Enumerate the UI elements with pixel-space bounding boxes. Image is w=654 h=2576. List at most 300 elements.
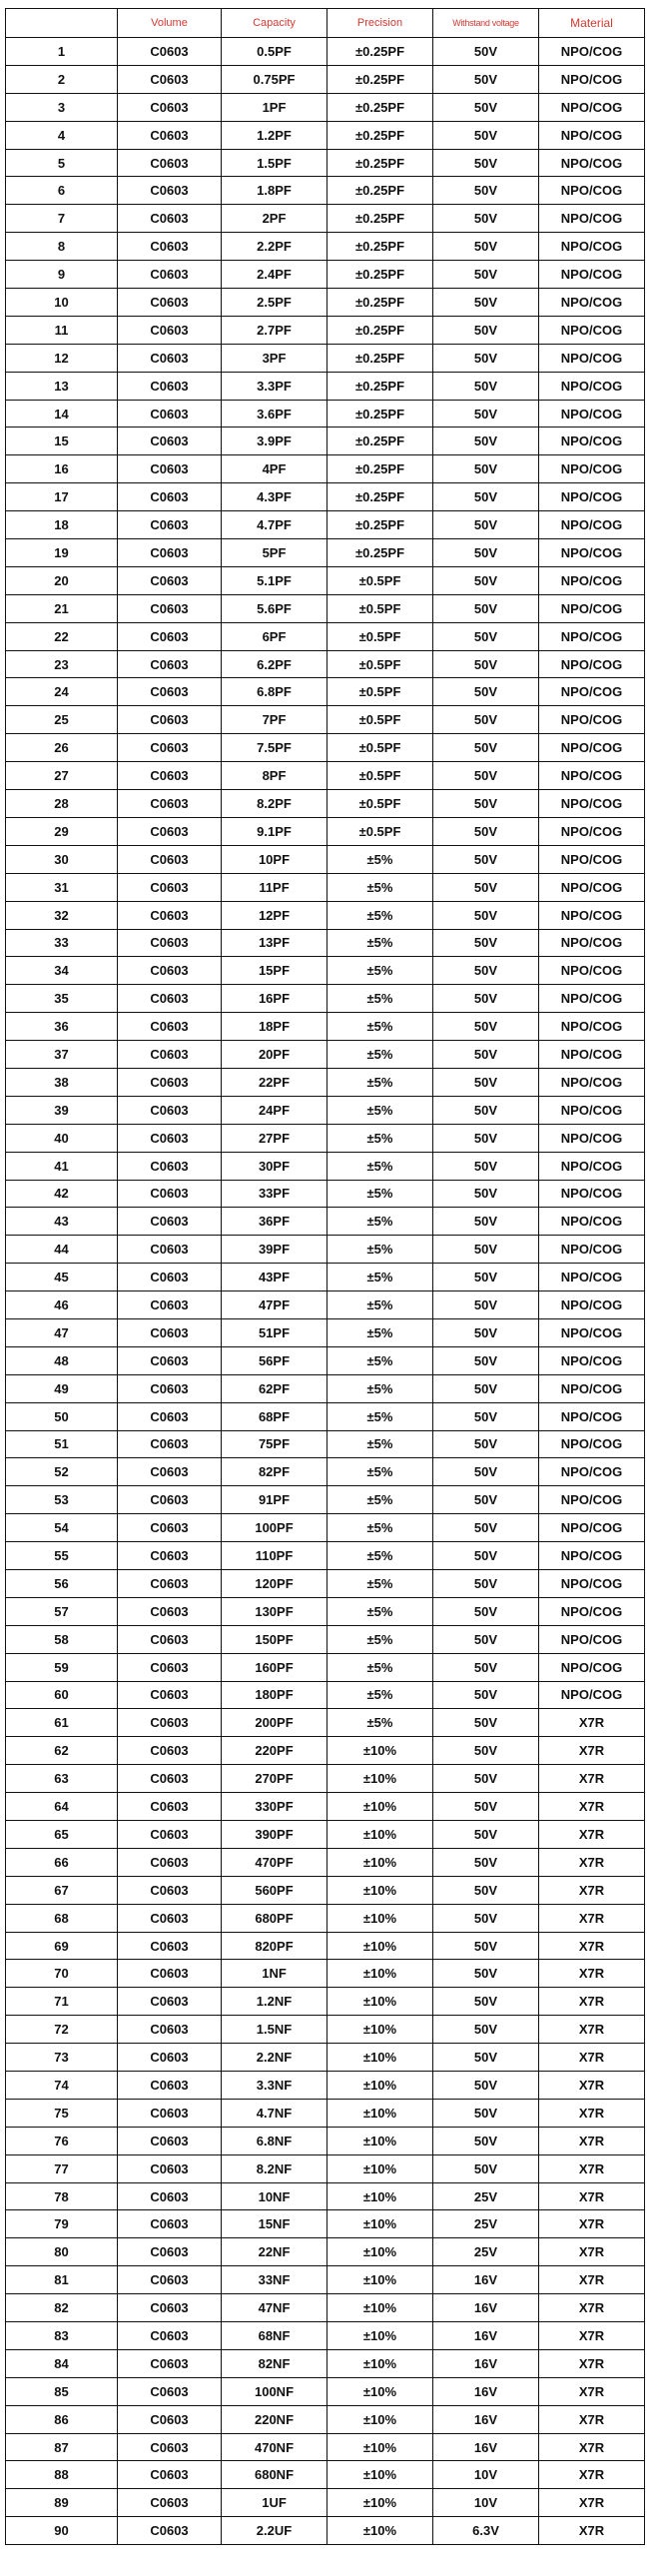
- cell-material: X7R: [539, 1960, 645, 1988]
- table-row: [6, 2182, 645, 2210]
- cell-volume: C0603: [118, 2154, 222, 2182]
- cell-material: NPO/COG: [539, 1569, 645, 1597]
- cell-precision: ±5%: [327, 1096, 433, 1124]
- table-row: [6, 2377, 645, 2405]
- cell-precision: ±10%: [327, 1793, 433, 1821]
- cell-capacity: 8.2PF: [222, 790, 327, 818]
- cell-volume: C0603: [118, 177, 222, 205]
- cell-precision: ±5%: [327, 1374, 433, 1402]
- cell-capacity: 43PF: [222, 1264, 327, 1291]
- cell-material: NPO/COG: [539, 372, 645, 400]
- cell-volume: C0603: [118, 539, 222, 567]
- cell-volume: C0603: [118, 316, 222, 344]
- cell-precision: ±0.25PF: [327, 38, 433, 66]
- cell-material: NPO/COG: [539, 622, 645, 650]
- cell-material: NPO/COG: [539, 289, 645, 317]
- cell-material: NPO/COG: [539, 985, 645, 1013]
- cell-voltage: 50V: [433, 929, 539, 957]
- cell-precision: ±10%: [327, 2016, 433, 2044]
- header-material: Material: [539, 9, 645, 38]
- cell-capacity: 3.9PF: [222, 428, 327, 455]
- cell-precision: ±10%: [327, 2433, 433, 2461]
- cell-volume: C0603: [118, 1486, 222, 1514]
- cell-capacity: 6.8PF: [222, 678, 327, 706]
- cell-volume: C0603: [118, 483, 222, 511]
- table-row: [6, 2489, 645, 2517]
- cell-capacity: 3.6PF: [222, 400, 327, 428]
- cell-capacity: 22PF: [222, 1068, 327, 1096]
- table-row: [6, 706, 645, 734]
- cell-voltage: 50V: [433, 1542, 539, 1570]
- cell-volume: C0603: [118, 344, 222, 372]
- cell-volume: C0603: [118, 1542, 222, 1570]
- cell-index: 5: [6, 149, 118, 177]
- cell-precision: ±0.25PF: [327, 539, 433, 567]
- table-row: [6, 1346, 645, 1374]
- table-row: [6, 511, 645, 539]
- cell-precision: ±0.5PF: [327, 817, 433, 845]
- header-row: [6, 9, 645, 38]
- cell-capacity: 2.2UF: [222, 2517, 327, 2545]
- cell-index: 31: [6, 873, 118, 901]
- cell-precision: ±10%: [327, 2266, 433, 2294]
- cell-index: 43: [6, 1208, 118, 1236]
- cell-material: X7R: [539, 1765, 645, 1793]
- cell-material: NPO/COG: [539, 1068, 645, 1096]
- cell-volume: C0603: [118, 2405, 222, 2433]
- cell-index: 30: [6, 845, 118, 873]
- cell-material: X7R: [539, 1793, 645, 1821]
- cell-material: NPO/COG: [539, 957, 645, 985]
- cell-capacity: 2.2NF: [222, 2044, 327, 2072]
- cell-precision: ±10%: [327, 1960, 433, 1988]
- cell-volume: C0603: [118, 2044, 222, 2072]
- cell-voltage: 16V: [433, 2349, 539, 2377]
- table-row: [6, 1793, 645, 1821]
- cell-voltage: 50V: [433, 901, 539, 929]
- cell-capacity: 1UF: [222, 2489, 327, 2517]
- cell-material: X7R: [539, 1709, 645, 1737]
- cell-volume: C0603: [118, 1765, 222, 1793]
- cell-volume: C0603: [118, 2294, 222, 2322]
- cell-volume: C0603: [118, 1821, 222, 1849]
- cell-material: NPO/COG: [539, 873, 645, 901]
- cell-capacity: 0.75PF: [222, 65, 327, 93]
- cell-volume: C0603: [118, 1346, 222, 1374]
- cell-index: 89: [6, 2489, 118, 2517]
- cell-voltage: 50V: [433, 177, 539, 205]
- cell-index: 61: [6, 1709, 118, 1737]
- table-row: [6, 1152, 645, 1180]
- cell-precision: ±5%: [327, 845, 433, 873]
- cell-precision: ±0.5PF: [327, 566, 433, 594]
- cell-index: 26: [6, 734, 118, 762]
- cell-index: 74: [6, 2072, 118, 2100]
- cell-voltage: 50V: [433, 1681, 539, 1709]
- cell-material: X7R: [539, 2182, 645, 2210]
- cell-index: 39: [6, 1096, 118, 1124]
- cell-voltage: 50V: [433, 706, 539, 734]
- table-row: [6, 428, 645, 455]
- cell-volume: C0603: [118, 2016, 222, 2044]
- cell-voltage: 25V: [433, 2210, 539, 2238]
- cell-volume: C0603: [118, 1904, 222, 1932]
- cell-index: 68: [6, 1904, 118, 1932]
- cell-voltage: 50V: [433, 149, 539, 177]
- cell-volume: C0603: [118, 233, 222, 261]
- cell-material: NPO/COG: [539, 149, 645, 177]
- table-row: [6, 2433, 645, 2461]
- cell-index: 20: [6, 566, 118, 594]
- cell-index: 11: [6, 316, 118, 344]
- header-index: [6, 9, 118, 38]
- cell-volume: C0603: [118, 1737, 222, 1765]
- cell-volume: C0603: [118, 650, 222, 678]
- cell-index: 48: [6, 1346, 118, 1374]
- table-row: [6, 1960, 645, 1988]
- cell-index: 70: [6, 1960, 118, 1988]
- cell-capacity: 68NF: [222, 2322, 327, 2350]
- cell-precision: ±5%: [327, 1152, 433, 1180]
- cell-material: NPO/COG: [539, 428, 645, 455]
- cell-capacity: 75PF: [222, 1430, 327, 1458]
- cell-capacity: 16PF: [222, 985, 327, 1013]
- cell-voltage: 50V: [433, 1653, 539, 1681]
- table-row: [6, 790, 645, 818]
- cell-capacity: 100PF: [222, 1514, 327, 1542]
- cell-index: 7: [6, 205, 118, 233]
- cell-precision: ±5%: [327, 1569, 433, 1597]
- cell-precision: ±5%: [327, 1208, 433, 1236]
- cell-material: X7R: [539, 2377, 645, 2405]
- cell-index: 3: [6, 93, 118, 121]
- cell-precision: ±0.25PF: [327, 121, 433, 149]
- cell-volume: C0603: [118, 678, 222, 706]
- cell-volume: C0603: [118, 873, 222, 901]
- table-row: [6, 233, 645, 261]
- cell-voltage: 50V: [433, 205, 539, 233]
- cell-voltage: 50V: [433, 650, 539, 678]
- cell-capacity: 82PF: [222, 1458, 327, 1486]
- cell-voltage: 50V: [433, 1932, 539, 1960]
- table-row: [6, 1625, 645, 1653]
- cell-material: NPO/COG: [539, 1625, 645, 1653]
- header-volume: Volume: [118, 9, 222, 38]
- cell-material: NPO/COG: [539, 511, 645, 539]
- table-row: [6, 38, 645, 66]
- cell-precision: ±5%: [327, 1542, 433, 1570]
- table-row: [6, 957, 645, 985]
- table-body: [6, 38, 645, 2545]
- cell-index: 15: [6, 428, 118, 455]
- cell-material: NPO/COG: [539, 261, 645, 289]
- cell-index: 85: [6, 2377, 118, 2405]
- cell-volume: C0603: [118, 2377, 222, 2405]
- cell-index: 53: [6, 1486, 118, 1514]
- cell-precision: ±5%: [327, 1486, 433, 1514]
- cell-voltage: 50V: [433, 1821, 539, 1849]
- cell-voltage: 50V: [433, 1514, 539, 1542]
- cell-index: 82: [6, 2294, 118, 2322]
- cell-voltage: 50V: [433, 957, 539, 985]
- cell-index: 90: [6, 2517, 118, 2545]
- cell-material: NPO/COG: [539, 1486, 645, 1514]
- cell-volume: C0603: [118, 1876, 222, 1904]
- cell-index: 73: [6, 2044, 118, 2072]
- cell-precision: ±5%: [327, 1597, 433, 1625]
- table-row: [6, 594, 645, 622]
- cell-volume: C0603: [118, 511, 222, 539]
- cell-precision: ±0.25PF: [327, 177, 433, 205]
- cell-precision: ±0.5PF: [327, 790, 433, 818]
- cell-index: 12: [6, 344, 118, 372]
- table-row: [6, 455, 645, 483]
- cell-voltage: 50V: [433, 1988, 539, 2016]
- table-row: [6, 929, 645, 957]
- cell-volume: C0603: [118, 1458, 222, 1486]
- cell-voltage: 50V: [433, 316, 539, 344]
- cell-volume: C0603: [118, 1180, 222, 1208]
- cell-material: X7R: [539, 2433, 645, 2461]
- cell-voltage: 50V: [433, 2072, 539, 2100]
- cell-voltage: 50V: [433, 1960, 539, 1988]
- cell-capacity: 100NF: [222, 2377, 327, 2405]
- capacitor-table: [5, 8, 645, 2545]
- cell-volume: C0603: [118, 762, 222, 790]
- cell-volume: C0603: [118, 38, 222, 66]
- table-row: [6, 566, 645, 594]
- cell-material: X7R: [539, 2461, 645, 2489]
- cell-capacity: 10PF: [222, 845, 327, 873]
- cell-capacity: 4PF: [222, 455, 327, 483]
- cell-precision: ±10%: [327, 1904, 433, 1932]
- cell-capacity: 0.5PF: [222, 38, 327, 66]
- cell-capacity: 47NF: [222, 2294, 327, 2322]
- cell-volume: C0603: [118, 622, 222, 650]
- cell-voltage: 50V: [433, 1904, 539, 1932]
- cell-capacity: 15NF: [222, 2210, 327, 2238]
- cell-index: 8: [6, 233, 118, 261]
- table-row: [6, 1765, 645, 1793]
- table-row: [6, 1430, 645, 1458]
- cell-capacity: 330PF: [222, 1793, 327, 1821]
- cell-capacity: 68PF: [222, 1402, 327, 1430]
- cell-volume: C0603: [118, 1318, 222, 1346]
- table-row: [6, 1013, 645, 1041]
- cell-index: 63: [6, 1765, 118, 1793]
- cell-voltage: 50V: [433, 2127, 539, 2154]
- cell-precision: ±0.25PF: [327, 93, 433, 121]
- table-row: [6, 121, 645, 149]
- table-row: [6, 93, 645, 121]
- table-row: [6, 2517, 645, 2545]
- cell-index: 21: [6, 594, 118, 622]
- cell-index: 22: [6, 622, 118, 650]
- cell-volume: C0603: [118, 289, 222, 317]
- cell-voltage: 50V: [433, 1793, 539, 1821]
- cell-volume: C0603: [118, 1960, 222, 1988]
- cell-index: 42: [6, 1180, 118, 1208]
- cell-voltage: 50V: [433, 1402, 539, 1430]
- cell-capacity: 8.2NF: [222, 2154, 327, 2182]
- cell-index: 62: [6, 1737, 118, 1765]
- table-row: [6, 316, 645, 344]
- cell-precision: ±5%: [327, 901, 433, 929]
- cell-index: 27: [6, 762, 118, 790]
- table-row: [6, 817, 645, 845]
- cell-volume: C0603: [118, 2433, 222, 2461]
- cell-material: NPO/COG: [539, 1236, 645, 1264]
- cell-precision: ±0.25PF: [327, 455, 433, 483]
- cell-capacity: 130PF: [222, 1597, 327, 1625]
- cell-voltage: 50V: [433, 1486, 539, 1514]
- cell-volume: C0603: [118, 706, 222, 734]
- cell-precision: ±0.25PF: [327, 65, 433, 93]
- cell-voltage: 50V: [433, 1709, 539, 1737]
- cell-voltage: 50V: [433, 762, 539, 790]
- cell-precision: ±5%: [327, 1124, 433, 1152]
- table-row: [6, 678, 645, 706]
- cell-volume: C0603: [118, 2099, 222, 2127]
- cell-voltage: 50V: [433, 261, 539, 289]
- table-row: [6, 1569, 645, 1597]
- cell-index: 76: [6, 2127, 118, 2154]
- cell-volume: C0603: [118, 2349, 222, 2377]
- table-row: [6, 483, 645, 511]
- cell-capacity: 220PF: [222, 1737, 327, 1765]
- cell-voltage: 50V: [433, 1876, 539, 1904]
- cell-capacity: 680PF: [222, 1904, 327, 1932]
- table-row: [6, 762, 645, 790]
- cell-material: X7R: [539, 2099, 645, 2127]
- cell-voltage: 50V: [433, 1236, 539, 1264]
- cell-voltage: 50V: [433, 483, 539, 511]
- cell-material: X7R: [539, 2016, 645, 2044]
- cell-capacity: 4.7PF: [222, 511, 327, 539]
- table-row: [6, 65, 645, 93]
- table-row: [6, 539, 645, 567]
- cell-volume: C0603: [118, 1096, 222, 1124]
- table-row: [6, 177, 645, 205]
- cell-capacity: 110PF: [222, 1542, 327, 1570]
- cell-volume: C0603: [118, 205, 222, 233]
- cell-index: 6: [6, 177, 118, 205]
- table-row: [6, 1264, 645, 1291]
- cell-material: NPO/COG: [539, 594, 645, 622]
- cell-material: NPO/COG: [539, 121, 645, 149]
- cell-precision: ±10%: [327, 2210, 433, 2238]
- cell-capacity: 33NF: [222, 2266, 327, 2294]
- cell-material: NPO/COG: [539, 1430, 645, 1458]
- cell-index: 45: [6, 1264, 118, 1291]
- cell-volume: C0603: [118, 1709, 222, 1737]
- cell-volume: C0603: [118, 929, 222, 957]
- cell-material: NPO/COG: [539, 1208, 645, 1236]
- cell-precision: ±10%: [327, 1932, 433, 1960]
- cell-capacity: 47PF: [222, 1291, 327, 1319]
- cell-material: X7R: [539, 2349, 645, 2377]
- cell-precision: ±5%: [327, 1681, 433, 1709]
- cell-precision: ±10%: [327, 1988, 433, 2016]
- cell-index: 35: [6, 985, 118, 1013]
- cell-volume: C0603: [118, 1068, 222, 1096]
- table-row: [6, 372, 645, 400]
- cell-capacity: 2.4PF: [222, 261, 327, 289]
- table-row: [6, 985, 645, 1013]
- cell-index: 25: [6, 706, 118, 734]
- cell-material: NPO/COG: [539, 316, 645, 344]
- cell-precision: ±5%: [327, 1653, 433, 1681]
- cell-index: 58: [6, 1625, 118, 1653]
- header-precision: Precision: [327, 9, 433, 38]
- cell-capacity: 1.2PF: [222, 121, 327, 149]
- cell-material: NPO/COG: [539, 344, 645, 372]
- table-row: [6, 1737, 645, 1765]
- cell-precision: ±5%: [327, 957, 433, 985]
- cell-index: 34: [6, 957, 118, 985]
- cell-capacity: 3.3PF: [222, 372, 327, 400]
- header-withstand-voltage: Withstand voltage: [433, 9, 539, 38]
- cell-volume: C0603: [118, 2266, 222, 2294]
- cell-capacity: 20PF: [222, 1041, 327, 1069]
- cell-precision: ±5%: [327, 1180, 433, 1208]
- cell-voltage: 16V: [433, 2377, 539, 2405]
- cell-voltage: 50V: [433, 1597, 539, 1625]
- cell-volume: C0603: [118, 2072, 222, 2100]
- cell-volume: C0603: [118, 1124, 222, 1152]
- cell-volume: C0603: [118, 790, 222, 818]
- cell-volume: C0603: [118, 1264, 222, 1291]
- cell-index: 66: [6, 1848, 118, 1876]
- cell-precision: ±10%: [327, 2154, 433, 2182]
- cell-precision: ±5%: [327, 985, 433, 1013]
- cell-material: NPO/COG: [539, 1681, 645, 1709]
- table-row: [6, 2016, 645, 2044]
- cell-volume: C0603: [118, 1374, 222, 1402]
- cell-material: NPO/COG: [539, 1374, 645, 1402]
- table-row: [6, 1848, 645, 1876]
- cell-precision: ±10%: [327, 2517, 433, 2545]
- table-row: [6, 1068, 645, 1096]
- cell-precision: ±0.5PF: [327, 706, 433, 734]
- table-row: [6, 873, 645, 901]
- cell-precision: ±10%: [327, 2072, 433, 2100]
- cell-precision: ±10%: [327, 2377, 433, 2405]
- cell-voltage: 50V: [433, 678, 539, 706]
- cell-index: 49: [6, 1374, 118, 1402]
- cell-capacity: 5.1PF: [222, 566, 327, 594]
- cell-index: 29: [6, 817, 118, 845]
- cell-precision: ±5%: [327, 1430, 433, 1458]
- cell-capacity: 6.2PF: [222, 650, 327, 678]
- cell-voltage: 50V: [433, 1346, 539, 1374]
- cell-volume: C0603: [118, 845, 222, 873]
- cell-index: 67: [6, 1876, 118, 1904]
- cell-capacity: 180PF: [222, 1681, 327, 1709]
- table-row: [6, 1208, 645, 1236]
- cell-material: X7R: [539, 2405, 645, 2433]
- table-row: [6, 1597, 645, 1625]
- cell-index: 87: [6, 2433, 118, 2461]
- cell-voltage: 50V: [433, 38, 539, 66]
- cell-precision: ±5%: [327, 1318, 433, 1346]
- cell-capacity: 33PF: [222, 1180, 327, 1208]
- cell-capacity: 51PF: [222, 1318, 327, 1346]
- cell-index: 56: [6, 1569, 118, 1597]
- cell-volume: C0603: [118, 901, 222, 929]
- table-row: [6, 1876, 645, 1904]
- cell-index: 28: [6, 790, 118, 818]
